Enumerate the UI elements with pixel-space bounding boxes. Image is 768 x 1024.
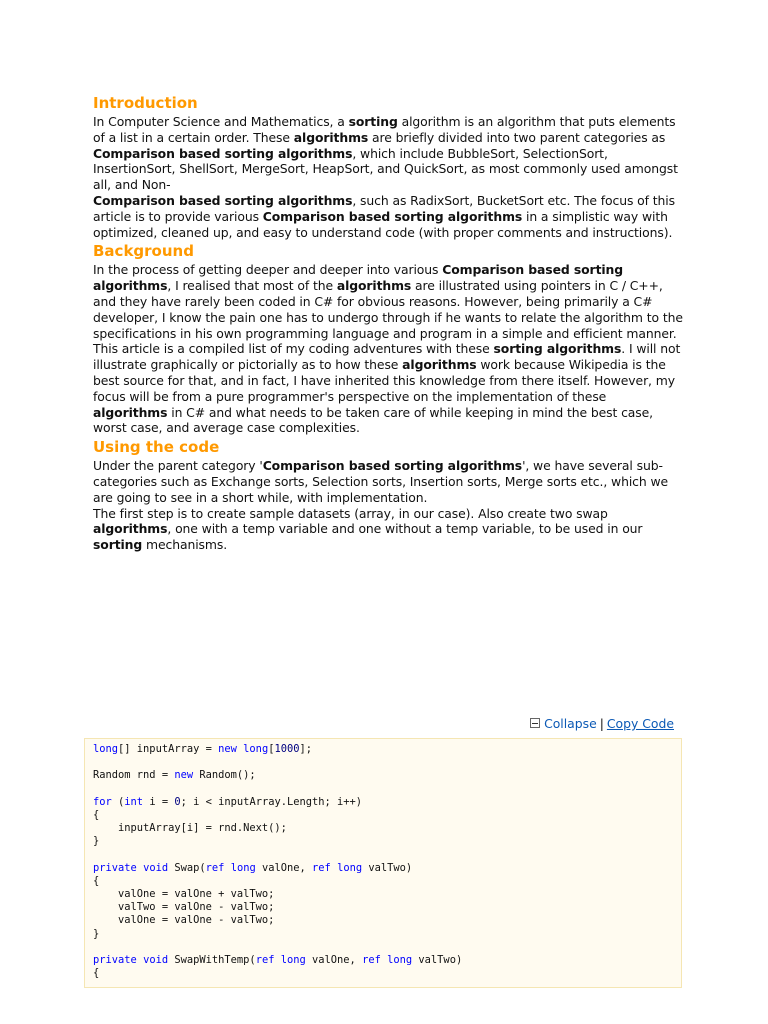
text-run: The first step is to create sample datasets (array, in our case). Also create two swap	[93, 505, 608, 521]
code-line: valOne = valOne + valTwo;	[93, 888, 275, 901]
code-token: private	[93, 861, 137, 874]
code-token: long	[337, 861, 363, 874]
article-content	[93, 92, 683, 553]
introduction-paragraph	[93, 114, 683, 240]
bold-run: sorting	[93, 537, 143, 553]
heading-using-the-code: Using the code	[93, 438, 220, 457]
text-run: In the process of getting deeper and deeper into various	[93, 262, 443, 278]
text-run: , one with a temp variable and one without a temp variable, to be used in our	[167, 521, 643, 537]
code-line-blank	[93, 783, 673, 796]
text-run: algorithm is an algorithm that puts elements of a list in a certain order. These	[93, 114, 676, 145]
using-paragraph-1	[93, 458, 683, 505]
code-token: ref	[205, 861, 225, 874]
code-line	[93, 769, 673, 782]
code-token: long	[280, 954, 306, 966]
code-token: [] inputArray =	[118, 743, 219, 755]
code-token: 1000	[274, 743, 300, 755]
code-token: valOne,	[255, 861, 313, 874]
code-line: }	[93, 835, 100, 848]
bold-run: algorithms	[293, 129, 369, 145]
code-line: {	[93, 874, 100, 887]
code-token: valOne,	[305, 954, 363, 966]
code-token: ref	[362, 954, 381, 966]
code-token: valTwo)	[362, 861, 413, 874]
code-line: valTwo = valOne - valTwo;	[93, 901, 275, 914]
text-run: , I realised that most of the	[167, 278, 337, 294]
collapse-icon[interactable]	[530, 718, 540, 728]
code-token: ];	[299, 743, 313, 755]
bold-run: algorithms	[402, 357, 477, 373]
heading-background: Background	[93, 242, 194, 261]
code-line: valOne = valOne - valTwo;	[93, 914, 275, 927]
bold-run: Comparison based sorting algorithms	[93, 262, 624, 294]
text-run: , which include BubbleSort, SelectionSort, InsertionSort, ShellSort, MergeSort, HeapSort, and QuickSort, as most commonly used amongst all, and Non-	[93, 145, 678, 193]
text-run: mechanisms.	[142, 537, 228, 553]
text-run: This article is a compiled list of my coding adventures with these	[93, 341, 494, 357]
code-token: ; i < inputArray.Length; i++)	[180, 795, 363, 808]
code-line: }	[93, 927, 100, 940]
code-token: Swap(	[168, 861, 206, 874]
text-run: In Computer Science and Mathematics, a	[93, 114, 349, 129]
code-line	[93, 743, 673, 756]
bold-run: Comparison based sorting algorithms	[262, 208, 523, 224]
code-token: Random rnd =	[93, 769, 175, 782]
text-run: are briefly divided into two parent categories as	[368, 129, 666, 145]
text-run: . I will not illustrate graphically or pictorially as to how these	[93, 341, 681, 373]
code-line: inputArray[i] = rnd.Next();	[93, 822, 287, 835]
using-paragraph-2	[93, 506, 683, 553]
code-token: void	[143, 954, 169, 966]
code-block[interactable]	[84, 738, 682, 988]
code-token: 0	[174, 795, 181, 808]
copy-code-link[interactable]: Copy Code	[606, 716, 674, 731]
code-line-blank	[93, 941, 673, 954]
text-run: in C# and what needs to be taken care of while keeping in mind the best case, worst case, and average case complexities.	[93, 404, 654, 436]
bold-run: sorting algorithms	[493, 341, 622, 357]
code-token: void	[143, 861, 169, 874]
code-token: Random();	[193, 769, 256, 782]
code-token: long	[230, 861, 256, 874]
code-token: int	[124, 795, 144, 808]
code-token: (	[111, 795, 125, 808]
code-token: i =	[143, 795, 175, 808]
text-run: , such as RadixSort, BucketSort etc. The focus of this article is to provide various	[93, 192, 675, 224]
bold-run: algorithms	[336, 278, 412, 294]
code-token: ref	[312, 861, 331, 874]
code-token: for	[93, 795, 112, 808]
code-line: {	[93, 967, 100, 980]
text-run: in a simplistic way with optimized, cleaned up, and easy to understand code (with proper comments and instructions).	[93, 208, 673, 240]
toolbar-separator: |	[599, 716, 604, 731]
code-line: {	[93, 808, 100, 821]
code-token: valTwo)	[412, 954, 463, 966]
background-paragraph-1	[93, 262, 683, 341]
text-run: are illustrated using pointers in C / C++, and they have rarely been coded in C# for obvious reasons. However, being primarily a C# developer, I know the pain one has to undergo through if he wants to relate the algorithm to the specifications in his own programming language and program in a simple and efficient manner.	[93, 278, 683, 341]
code-line-blank	[93, 756, 673, 769]
text-run: ', we have several sub-categories such as Exchange sorts, Selection sorts, Insertion sorts, Merge sorts etc., which we are going to see in a short while, with implementation.	[93, 458, 669, 505]
code-token: new	[218, 743, 237, 755]
code-token: long	[387, 954, 413, 966]
code-line	[93, 796, 673, 809]
code-toolbar	[84, 716, 682, 732]
code-token: new	[174, 769, 194, 782]
bold-run: Comparison based sorting algorithms	[93, 145, 353, 161]
bold-run: algorithms	[93, 521, 168, 537]
heading-introduction: Introduction	[93, 94, 198, 112]
text-run: Under the parent category '	[93, 458, 263, 474]
code-token: private	[93, 954, 137, 966]
code-token: [	[268, 743, 275, 755]
code-line	[93, 862, 673, 875]
bold-run: sorting	[348, 114, 398, 129]
bold-run: Comparison based sorting algorithms	[262, 458, 523, 474]
code-token: ref	[255, 954, 275, 966]
code-line-blank	[93, 849, 673, 862]
text-run: work because Wikipedia is the best source for that, and in fact, I have inherited this knowledge from there itself. However, my focus will be from a pure programmer's perspective on the implementation of these	[93, 357, 675, 404]
code-line	[93, 954, 673, 967]
background-paragraph-2	[93, 341, 683, 436]
collapse-link[interactable]: Collapse	[544, 716, 597, 731]
code-token: SwapWithTemp(	[168, 954, 256, 966]
code-token: long	[93, 743, 119, 755]
bold-run: algorithms	[93, 404, 168, 420]
bold-run: Comparison based sorting algorithms	[93, 192, 353, 208]
code-token: long	[243, 743, 269, 755]
